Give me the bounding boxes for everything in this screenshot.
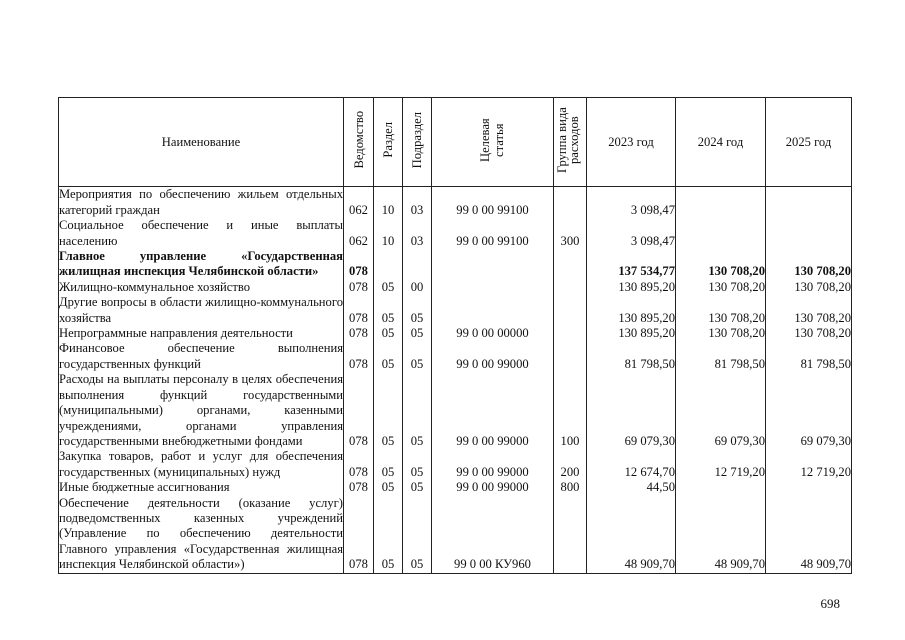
table-row bbox=[59, 449, 852, 480]
row-2023-cell: 48 909,70 bbox=[587, 496, 676, 574]
row-2024-cell: 12 719,20 bbox=[676, 449, 766, 480]
row-razdel-cell: 05 bbox=[374, 372, 403, 449]
table-row bbox=[59, 280, 852, 295]
row-razdel-cell: 10 bbox=[374, 218, 403, 249]
row-vedomstvo-cell: 062 bbox=[344, 218, 374, 249]
row-2024-cell bbox=[676, 218, 766, 249]
row-razdel-cell: 05 bbox=[374, 449, 403, 480]
row-celevaya-cell bbox=[432, 249, 554, 280]
table-row bbox=[59, 326, 852, 341]
row-name-cell: Финансовое обеспечение выполнения государственных функций bbox=[59, 341, 343, 371]
row-celevaya-cell: 99 0 00 99100 bbox=[432, 187, 554, 218]
row-2025-cell: 69 079,30 bbox=[766, 372, 852, 449]
header-2025 bbox=[766, 98, 852, 187]
row-gruppa-cell: 800 bbox=[554, 480, 587, 495]
row-razdel-cell: 05 bbox=[374, 295, 403, 326]
header-2023 bbox=[587, 98, 676, 187]
row-gruppa-cell: 300 bbox=[554, 218, 587, 249]
row-gruppa-cell bbox=[554, 280, 587, 295]
table-body bbox=[59, 187, 852, 573]
row-podrazdel-cell: 05 bbox=[403, 480, 432, 495]
row-razdel-cell: 10 bbox=[374, 187, 403, 218]
header-vedomstvo bbox=[344, 98, 374, 187]
row-2024-cell: 130 708,20 bbox=[676, 280, 766, 295]
row-2025-cell: 48 909,70 bbox=[766, 496, 852, 574]
row-podrazdel-cell: 05 bbox=[403, 295, 432, 326]
header-name-label: Наименование bbox=[161, 134, 241, 149]
table-row bbox=[59, 372, 852, 449]
row-2024-cell: 130 708,20 bbox=[676, 326, 766, 341]
header-2024 bbox=[676, 98, 766, 187]
header-2024-label: 2024 год bbox=[697, 134, 744, 149]
row-2025-cell: 130 708,20 bbox=[766, 326, 852, 341]
header-podrazdel bbox=[403, 98, 432, 187]
row-2025-cell: 81 798,50 bbox=[766, 341, 852, 372]
row-2025-cell bbox=[766, 480, 852, 495]
row-podrazdel-cell: 05 bbox=[403, 326, 432, 341]
row-name-cell: Закупка товаров, работ и услуг для обеспечения государственных (муниципальных) нужд bbox=[59, 449, 343, 479]
row-2024-cell: 48 909,70 bbox=[676, 496, 766, 574]
table-header-row bbox=[59, 98, 852, 187]
row-podrazdel-cell: 05 bbox=[403, 449, 432, 480]
row-vedomstvo-cell: 078 bbox=[344, 372, 374, 449]
row-2025-cell: 130 708,20 bbox=[766, 249, 852, 280]
row-2024-cell: 81 798,50 bbox=[676, 341, 766, 372]
header-celevaya bbox=[432, 98, 554, 187]
row-gruppa-cell bbox=[554, 295, 587, 326]
row-vedomstvo-cell: 062 bbox=[344, 187, 374, 218]
row-name-cell: Социальное обеспечение и иные выплаты населению bbox=[59, 218, 343, 248]
row-name-cell: Расходы на выплаты персоналу в целях обеспечения выполнения функций государственными (муниципальными) органами, казенными учреждениями, органами управления государственными внебюджетными фондами bbox=[59, 372, 343, 448]
table-row bbox=[59, 341, 852, 372]
row-celevaya-cell: 99 0 00 99000 bbox=[432, 449, 554, 480]
row-name-cell: Непрограммные направления деятельности bbox=[59, 326, 344, 341]
row-2023-cell: 130 895,20 bbox=[587, 295, 676, 326]
header-name bbox=[59, 98, 344, 187]
row-gruppa-cell bbox=[554, 249, 587, 280]
row-razdel-cell bbox=[374, 249, 403, 280]
row-celevaya-cell bbox=[432, 280, 554, 295]
page-number: 698 bbox=[820, 596, 840, 611]
row-vedomstvo-cell: 078 bbox=[344, 449, 374, 480]
row-podrazdel-cell: 03 bbox=[403, 218, 432, 249]
row-2025-cell: 130 708,20 bbox=[766, 295, 852, 326]
row-podrazdel-cell: 05 bbox=[403, 372, 432, 449]
row-podrazdel-cell: 05 bbox=[403, 341, 432, 372]
table-row bbox=[59, 187, 852, 218]
row-name-cell: Обеспечение деятельности (оказание услуг) подведомственных казенных учреждений (Управление по обеспечению деятельности Главного управления «Государственная жилищная инспекция Челябинской области») bbox=[59, 495, 343, 572]
row-2024-cell bbox=[676, 480, 766, 495]
row-celevaya-cell: 99 0 00 00000 bbox=[432, 326, 554, 341]
row-2023-cell: 81 798,50 bbox=[587, 341, 676, 372]
table-row bbox=[59, 249, 852, 280]
row-razdel-cell: 05 bbox=[374, 280, 403, 295]
row-name-cell: Другие вопросы в области жилищно-коммунального хозяйства bbox=[59, 295, 343, 325]
row-vedomstvo-cell: 078 bbox=[344, 249, 374, 280]
row-razdel-cell: 05 bbox=[374, 496, 403, 574]
row-razdel-cell: 05 bbox=[374, 341, 403, 372]
table-row bbox=[59, 218, 852, 249]
row-celevaya-cell: 99 0 00 99100 bbox=[432, 218, 554, 249]
row-2025-cell: 130 708,20 bbox=[766, 280, 852, 295]
row-podrazdel-cell: 00 bbox=[403, 280, 432, 295]
budget-table bbox=[58, 97, 852, 574]
row-vedomstvo-cell: 078 bbox=[344, 496, 374, 574]
header-podrazdel-label: Подраздел bbox=[410, 111, 424, 169]
row-razdel-cell: 05 bbox=[374, 326, 403, 341]
table-row bbox=[59, 496, 852, 574]
header-gruppa-label: Группа вида расходов bbox=[555, 107, 581, 173]
row-gruppa-cell bbox=[554, 341, 587, 372]
table-row bbox=[59, 480, 852, 495]
row-2023-cell: 130 895,20 bbox=[587, 326, 676, 341]
header-celevaya-label: Целевая статья bbox=[477, 118, 506, 162]
row-2024-cell: 130 708,20 bbox=[676, 295, 766, 326]
row-2025-cell bbox=[766, 187, 852, 218]
row-2025-cell: 12 719,20 bbox=[766, 449, 852, 480]
row-name-cell: Главное управление «Государственная жилищная инспекция Челябинской области» bbox=[59, 249, 343, 279]
header-2023-label: 2023 год bbox=[608, 134, 654, 149]
row-2025-cell bbox=[766, 218, 852, 249]
row-celevaya-cell: 99 0 00 99000 bbox=[432, 372, 554, 449]
row-2024-cell: 130 708,20 bbox=[676, 249, 766, 280]
row-vedomstvo-cell: 078 bbox=[344, 341, 374, 372]
row-2023-cell: 137 534,77 bbox=[587, 249, 676, 280]
row-gruppa-cell: 200 bbox=[554, 449, 587, 480]
row-2023-cell: 44,50 bbox=[587, 480, 676, 495]
row-name-cell: Иные бюджетные ассигнования bbox=[59, 480, 344, 495]
row-podrazdel-cell: 03 bbox=[403, 187, 432, 218]
row-name-cell: Мероприятия по обеспечению жильем отдельных категорий граждан bbox=[59, 187, 343, 217]
row-celevaya-cell bbox=[432, 295, 554, 326]
row-gruppa-cell bbox=[554, 187, 587, 218]
row-2023-cell: 3 098,47 bbox=[587, 218, 676, 249]
row-gruppa-cell: 100 bbox=[554, 372, 587, 449]
row-podrazdel-cell: 05 bbox=[403, 496, 432, 574]
table-row bbox=[59, 295, 852, 326]
row-vedomstvo-cell: 078 bbox=[344, 480, 374, 495]
row-gruppa-cell bbox=[554, 496, 587, 574]
header-gruppa bbox=[554, 98, 587, 187]
header-razdel-label: Раздел bbox=[381, 122, 395, 158]
row-vedomstvo-cell: 078 bbox=[344, 326, 374, 341]
row-2024-cell: 69 079,30 bbox=[676, 372, 766, 449]
row-celevaya-cell: 99 0 00 КУ960 bbox=[432, 496, 554, 574]
row-celevaya-cell: 99 0 00 99000 bbox=[432, 480, 554, 495]
header-2025-label: 2025 год bbox=[785, 134, 832, 149]
row-vedomstvo-cell: 078 bbox=[344, 295, 374, 326]
row-name-cell: Жилищно-коммунальное хозяйство bbox=[59, 280, 344, 295]
row-celevaya-cell: 99 0 00 99000 bbox=[432, 341, 554, 372]
row-podrazdel-cell bbox=[403, 249, 432, 280]
row-gruppa-cell bbox=[554, 326, 587, 341]
row-2024-cell bbox=[676, 187, 766, 218]
row-2023-cell: 130 895,20 bbox=[587, 280, 676, 295]
row-2023-cell: 12 674,70 bbox=[587, 449, 676, 480]
header-razdel bbox=[374, 98, 403, 187]
row-2023-cell: 3 098,47 bbox=[587, 187, 676, 218]
row-razdel-cell: 05 bbox=[374, 480, 403, 495]
row-2023-cell: 69 079,30 bbox=[587, 372, 676, 449]
row-vedomstvo-cell: 078 bbox=[344, 280, 374, 295]
header-vedomstvo-label: Ведомство bbox=[351, 111, 366, 169]
